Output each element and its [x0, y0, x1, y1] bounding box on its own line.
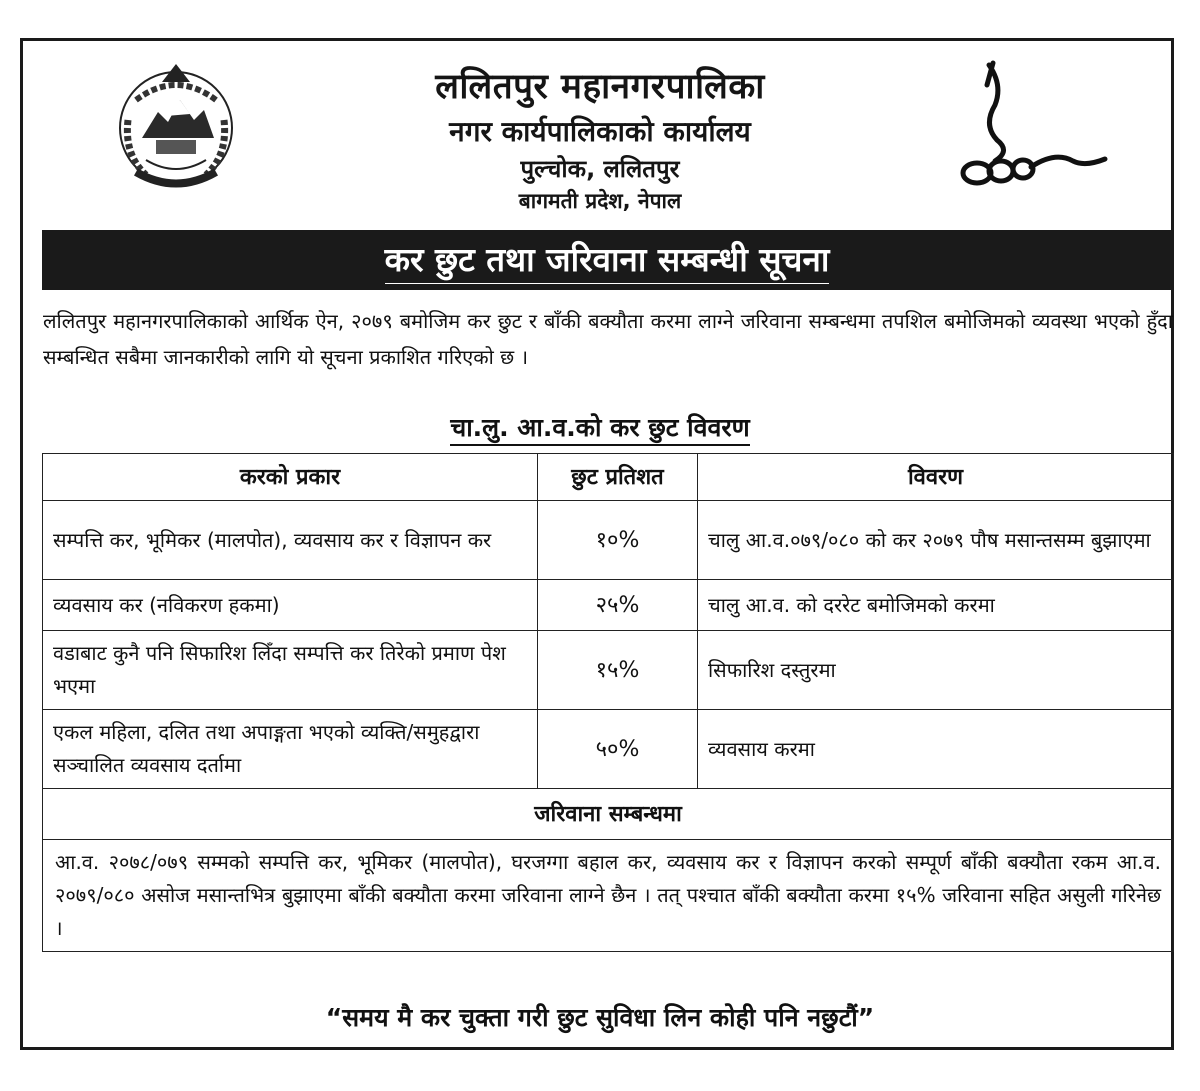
intro-paragraph: ललितपुर महानगरपालिकाको आर्थिक ऐन, २०७९ बमोजिम कर छुट र बाँकी बक्यौता करमा लाग्ने जरिवाना सम्बन्धमा तपशिल बमोजिमको व्यवस्था भएको हुँदा सम्बन्धित सबैमा जानकारीको लागि यो सूचना प्रकाशित गरिएको छ ।: [43, 309, 1173, 369]
detail-cell: सिफारिश दस्तुरमा: [698, 631, 1174, 710]
nepal-government-emblem-icon: [106, 60, 246, 190]
percent-cell: ५०%: [538, 710, 698, 789]
table-row: [43, 631, 1174, 710]
column-header-percent: छुट प्रतिशत: [538, 454, 698, 501]
section-heading: [300, 410, 900, 444]
detail-cell: व्यवसाय करमा: [698, 710, 1174, 789]
percent-cell: १५%: [538, 631, 698, 710]
tax-type-cell: व्यवसाय कर (नविकरण हकमा): [43, 580, 538, 631]
fine-heading: जरिवाना सम्बन्धमा: [43, 789, 1174, 840]
percent-cell: २५%: [538, 580, 698, 631]
address-line-1: पुल्चोक, ललितपुर: [520, 155, 680, 183]
fine-text-row: [43, 840, 1174, 952]
table-row: [43, 501, 1174, 580]
notice-title: [42, 232, 1172, 288]
detail-cell: चालु आ.व. को दररेट बमोजिमको करमा: [698, 580, 1174, 631]
percent-cell: १०%: [538, 501, 698, 580]
office-name: नगर कार्यपालिकाको कार्यालय: [449, 115, 751, 148]
table-row: [43, 710, 1174, 789]
section-heading-text: चा.लु. आ.व.को कर छुट विवरण: [450, 413, 749, 446]
address-line-2: बागमती प्रदेश, नेपाल: [518, 189, 682, 213]
notice-title-text: कर छुट तथा जरिवाना सम्बन्धी सूचना: [385, 237, 830, 284]
column-header-tax-type: करको प्रकार: [43, 454, 538, 501]
handwritten-signature-icon: [955, 55, 1115, 190]
org-name: ललितपुर महानगरपालिका: [435, 67, 765, 107]
tax-rebate-table: [42, 453, 1174, 952]
tax-type-cell: वडाबाट कुनै पनि सिफारिश लिँदा सम्पत्ति कर तिरेको प्रमाण पेश भएमा: [43, 631, 538, 710]
tax-type-cell: एकल महिला, दलित तथा अपाङ्गता भएको व्यक्ति/समुहद्वारा सञ्चालित व्यवसाय दर्तामा: [43, 710, 538, 789]
fine-text: आ.व. २०७८/०७९ सम्मको सम्पत्ति कर, भूमिकर (मालपोत), घरजग्गा बहाल कर, व्यवसाय कर र विज्ञापन करको सम्पूर्ण बाँकी बक्यौता रकम आ.व. २०७९/०८० असोज मसान्तभित्र बुझाएमा बाँकी बक्यौता करमा जरिवाना लाग्ने छैन । तत् पश्चात बाँकी बक्यौता करमा १५% जरिवाना सहित असुली गरिनेछ ।: [43, 840, 1174, 952]
table-row: [43, 580, 1174, 631]
column-header-detail: विवरण: [698, 454, 1174, 501]
slogan: “समय मै कर चुक्ता गरी छुट सुविधा लिन कोही पनि नछुटौं”: [325, 1003, 875, 1032]
fine-heading-row: [43, 789, 1174, 840]
tax-type-cell: सम्पत्ति कर, भूमिकर (मालपोत), व्यवसाय कर र विज्ञापन कर: [43, 501, 538, 580]
table-header-row: [43, 454, 1174, 501]
detail-cell: चालु आ.व.०७९/०८० को कर २०७९ पौष मसान्तसम्म बुझाएमा: [698, 501, 1174, 580]
